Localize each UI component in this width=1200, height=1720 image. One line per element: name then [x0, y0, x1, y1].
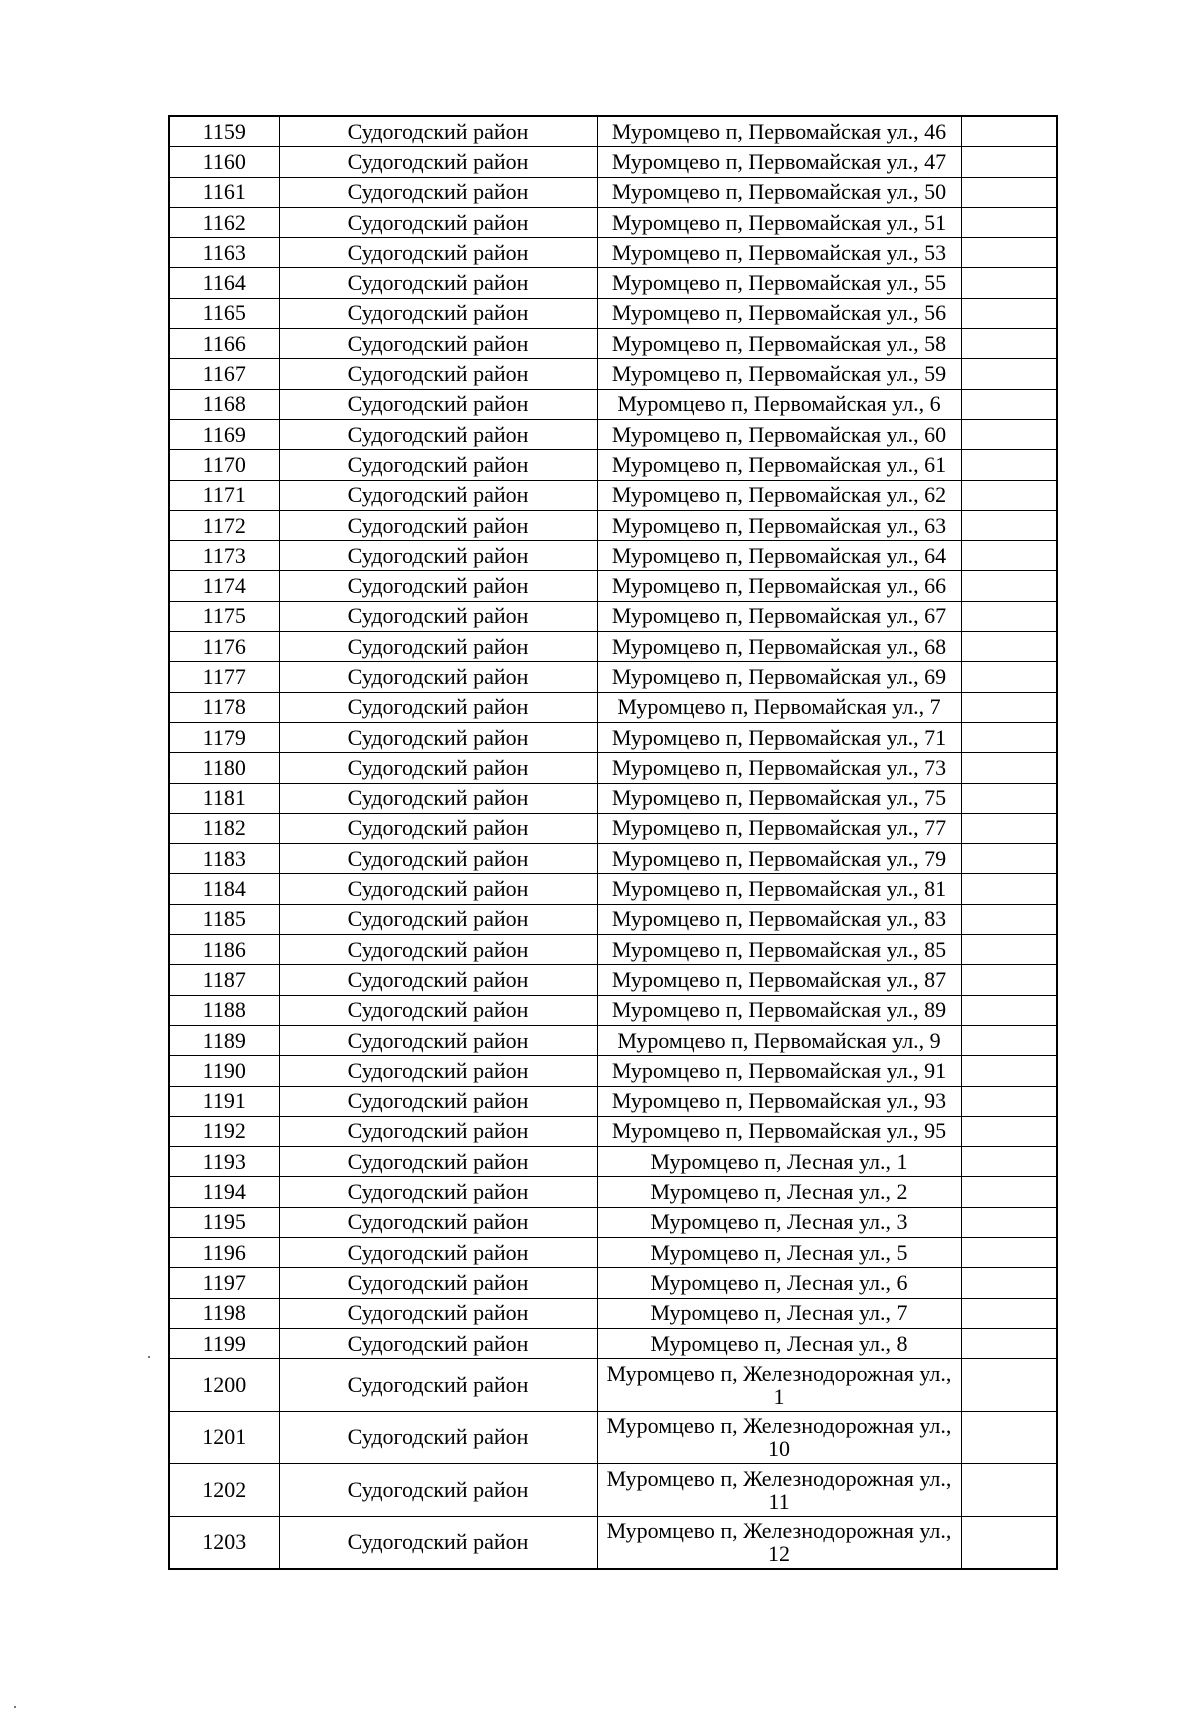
- table-row: [169, 632, 1057, 662]
- district-cell: Судогодский район: [279, 662, 597, 692]
- extra-cell: [961, 1359, 1057, 1412]
- extra-cell: [961, 1086, 1057, 1116]
- address-cell: Муромцево п, Первомайская ул., 73: [597, 753, 961, 783]
- row-number-cell: 1175: [169, 601, 279, 631]
- row-number-cell: 1169: [169, 419, 279, 449]
- district-cell: Судогодский район: [279, 329, 597, 359]
- table-row: [169, 1207, 1057, 1237]
- address-cell: Муромцево п, Лесная ул., 7: [597, 1298, 961, 1328]
- district-cell: Судогодский район: [279, 995, 597, 1025]
- row-number-cell: 1195: [169, 1207, 279, 1237]
- extra-cell: [961, 147, 1057, 177]
- row-number-cell: 1165: [169, 298, 279, 328]
- table-row: [169, 662, 1057, 692]
- extra-cell: [961, 1298, 1057, 1328]
- district-cell: Судогодский район: [279, 601, 597, 631]
- row-number-cell: 1173: [169, 541, 279, 571]
- district-cell: Судогодский район: [279, 1411, 597, 1464]
- address-cell: Муромцево п, Лесная ул., 8: [597, 1328, 961, 1358]
- table-row: [169, 1237, 1057, 1267]
- extra-cell: [961, 1116, 1057, 1146]
- table-row: [169, 753, 1057, 783]
- district-cell: Судогодский район: [279, 1147, 597, 1177]
- row-number-cell: 1162: [169, 207, 279, 237]
- district-cell: Судогодский район: [279, 874, 597, 904]
- table-row: [169, 207, 1057, 237]
- extra-cell: [961, 662, 1057, 692]
- table-row: [169, 722, 1057, 752]
- extra-cell: [961, 783, 1057, 813]
- extra-cell: [961, 268, 1057, 298]
- extra-cell: [961, 995, 1057, 1025]
- extra-cell: [961, 1056, 1057, 1086]
- extra-cell: [961, 753, 1057, 783]
- district-cell: Судогодский район: [279, 480, 597, 510]
- extra-cell: [961, 207, 1057, 237]
- extra-cell: [961, 510, 1057, 540]
- table-row: [169, 1116, 1057, 1146]
- address-cell: Муромцево п, Первомайская ул., 68: [597, 632, 961, 662]
- address-cell: Муромцево п, Первомайская ул., 47: [597, 147, 961, 177]
- address-cell: Муромцево п, Первомайская ул., 69: [597, 662, 961, 692]
- address-cell: Муромцево п, Первомайская ул., 95: [597, 1116, 961, 1146]
- address-cell: Муромцево п, Первомайская ул., 7: [597, 692, 961, 722]
- address-cell: Муромцево п, Первомайская ул., 75: [597, 783, 961, 813]
- row-number-cell: 1168: [169, 389, 279, 419]
- table-row: [169, 268, 1057, 298]
- row-number-cell: 1166: [169, 329, 279, 359]
- address-cell: Муромцево п, Первомайская ул., 87: [597, 965, 961, 995]
- district-cell: Судогодский район: [279, 116, 597, 147]
- table-body: [169, 116, 1057, 1569]
- table-row: [169, 359, 1057, 389]
- address-cell: Муромцево п, Первомайская ул., 55: [597, 268, 961, 298]
- district-cell: Судогодский район: [279, 147, 597, 177]
- table-row: [169, 510, 1057, 540]
- row-number-cell: 1194: [169, 1177, 279, 1207]
- extra-cell: [961, 692, 1057, 722]
- table-row: [169, 147, 1057, 177]
- address-cell: Муромцево п, Первомайская ул., 56: [597, 298, 961, 328]
- extra-cell: [961, 1207, 1057, 1237]
- address-cell: Муромцево п, Первомайская ул., 66: [597, 571, 961, 601]
- address-cell: Муромцево п, Первомайская ул., 85: [597, 935, 961, 965]
- extra-cell: [961, 177, 1057, 207]
- extra-cell: [961, 722, 1057, 752]
- address-cell: Муромцево п, Первомайская ул., 58: [597, 329, 961, 359]
- extra-cell: [961, 844, 1057, 874]
- row-number-cell: 1199: [169, 1328, 279, 1358]
- row-number-cell: 1182: [169, 813, 279, 843]
- row-number-cell: 1189: [169, 1025, 279, 1055]
- table-row: [169, 1328, 1057, 1358]
- address-cell: Муромцево п, Лесная ул., 5: [597, 1237, 961, 1267]
- district-cell: Судогодский район: [279, 632, 597, 662]
- address-cell: Муромцево п, Первомайская ул., 81: [597, 874, 961, 904]
- district-cell: Судогодский район: [279, 1516, 597, 1569]
- district-cell: Судогодский район: [279, 1328, 597, 1358]
- district-cell: Судогодский район: [279, 722, 597, 752]
- scan-speck: [14, 1706, 16, 1708]
- district-cell: Судогодский район: [279, 753, 597, 783]
- table-row: [169, 450, 1057, 480]
- address-cell: Муромцево п, Первомайская ул., 53: [597, 238, 961, 268]
- row-number-cell: 1160: [169, 147, 279, 177]
- row-number-cell: 1171: [169, 480, 279, 510]
- address-cell: Муромцево п, Первомайская ул., 9: [597, 1025, 961, 1055]
- extra-cell: [961, 1328, 1057, 1358]
- extra-cell: [961, 419, 1057, 449]
- district-cell: Судогодский район: [279, 389, 597, 419]
- extra-cell: [961, 1147, 1057, 1177]
- district-cell: Судогодский район: [279, 965, 597, 995]
- address-cell: Муромцево п, Лесная ул., 3: [597, 1207, 961, 1237]
- extra-cell: [961, 935, 1057, 965]
- district-cell: Судогодский район: [279, 1086, 597, 1116]
- extra-cell: [961, 116, 1057, 147]
- table-row: [169, 1147, 1057, 1177]
- table-row: [169, 874, 1057, 904]
- table-row: [169, 1086, 1057, 1116]
- table-row: [169, 844, 1057, 874]
- address-cell: Муромцево п, Первомайская ул., 79: [597, 844, 961, 874]
- district-cell: Судогодский район: [279, 571, 597, 601]
- row-number-cell: 1172: [169, 510, 279, 540]
- row-number-cell: 1161: [169, 177, 279, 207]
- extra-cell: [961, 632, 1057, 662]
- scan-speck: [148, 1356, 150, 1358]
- row-number-cell: 1192: [169, 1116, 279, 1146]
- district-cell: Судогодский район: [279, 177, 597, 207]
- table-row: [169, 995, 1057, 1025]
- extra-cell: [961, 389, 1057, 419]
- table-row: [169, 1056, 1057, 1086]
- address-cell: Муромцево п, Первомайская ул., 59: [597, 359, 961, 389]
- row-number-cell: 1184: [169, 874, 279, 904]
- row-number-cell: 1190: [169, 1056, 279, 1086]
- district-cell: Судогодский район: [279, 450, 597, 480]
- address-cell: Муромцево п, Первомайская ул., 67: [597, 601, 961, 631]
- table-row: [169, 177, 1057, 207]
- row-number-cell: 1163: [169, 238, 279, 268]
- address-cell: Муромцево п, Первомайская ул., 46: [597, 116, 961, 147]
- document-page: [168, 115, 1056, 1570]
- address-cell: Муромцево п, Первомайская ул., 83: [597, 904, 961, 934]
- extra-cell: [961, 450, 1057, 480]
- table-row: [169, 116, 1057, 147]
- address-cell: Муромцево п, Первомайская ул., 60: [597, 419, 961, 449]
- table-row: [169, 1464, 1057, 1517]
- row-number-cell: 1201: [169, 1411, 279, 1464]
- table-row: [169, 1268, 1057, 1298]
- table-row: [169, 904, 1057, 934]
- extra-cell: [961, 541, 1057, 571]
- table-row: [169, 601, 1057, 631]
- row-number-cell: 1198: [169, 1298, 279, 1328]
- row-number-cell: 1167: [169, 359, 279, 389]
- row-number-cell: 1179: [169, 722, 279, 752]
- row-number-cell: 1203: [169, 1516, 279, 1569]
- district-cell: Судогодский район: [279, 298, 597, 328]
- address-cell: Муромцево п, Первомайская ул., 93: [597, 1086, 961, 1116]
- address-cell: Муромцево п, Железнодорожная ул., 11: [597, 1464, 961, 1517]
- table-row: [169, 1411, 1057, 1464]
- table-row: [169, 571, 1057, 601]
- address-cell: Муромцево п, Первомайская ул., 6: [597, 389, 961, 419]
- table-row: [169, 935, 1057, 965]
- address-cell: Муромцево п, Железнодорожная ул., 10: [597, 1411, 961, 1464]
- row-number-cell: 1197: [169, 1268, 279, 1298]
- extra-cell: [961, 1025, 1057, 1055]
- extra-cell: [961, 359, 1057, 389]
- row-number-cell: 1187: [169, 965, 279, 995]
- table-row: [169, 1177, 1057, 1207]
- row-number-cell: 1164: [169, 268, 279, 298]
- extra-cell: [961, 1516, 1057, 1569]
- table-row: [169, 692, 1057, 722]
- address-cell: Муромцево п, Первомайская ул., 71: [597, 722, 961, 752]
- district-cell: Судогодский район: [279, 1464, 597, 1517]
- district-cell: Судогодский район: [279, 783, 597, 813]
- table-row: [169, 1516, 1057, 1569]
- row-number-cell: 1178: [169, 692, 279, 722]
- row-number-cell: 1196: [169, 1237, 279, 1267]
- address-cell: Муромцево п, Первомайская ул., 77: [597, 813, 961, 843]
- district-cell: Судогодский район: [279, 692, 597, 722]
- row-number-cell: 1174: [169, 571, 279, 601]
- row-number-cell: 1186: [169, 935, 279, 965]
- table-row: [169, 419, 1057, 449]
- district-cell: Судогодский район: [279, 268, 597, 298]
- address-cell: Муромцево п, Железнодорожная ул., 1: [597, 1359, 961, 1412]
- district-cell: Судогодский район: [279, 904, 597, 934]
- table-row: [169, 965, 1057, 995]
- district-cell: Судогодский район: [279, 1268, 597, 1298]
- extra-cell: [961, 1464, 1057, 1517]
- table-row: [169, 1025, 1057, 1055]
- extra-cell: [961, 1411, 1057, 1464]
- extra-cell: [961, 329, 1057, 359]
- extra-cell: [961, 813, 1057, 843]
- address-cell: Муромцево п, Лесная ул., 6: [597, 1268, 961, 1298]
- address-cell: Муромцево п, Первомайская ул., 64: [597, 541, 961, 571]
- district-cell: Судогодский район: [279, 813, 597, 843]
- address-cell: Муромцево п, Лесная ул., 1: [597, 1147, 961, 1177]
- table-row: [169, 1298, 1057, 1328]
- district-cell: Судогодский район: [279, 844, 597, 874]
- table-row: [169, 238, 1057, 268]
- address-cell: Муромцево п, Первомайская ул., 51: [597, 207, 961, 237]
- row-number-cell: 1183: [169, 844, 279, 874]
- district-cell: Судогодский район: [279, 1207, 597, 1237]
- address-registry-table: [168, 115, 1058, 1570]
- district-cell: Судогодский район: [279, 1177, 597, 1207]
- row-number-cell: 1159: [169, 116, 279, 147]
- district-cell: Судогодский район: [279, 419, 597, 449]
- table-row: [169, 813, 1057, 843]
- extra-cell: [961, 238, 1057, 268]
- address-cell: Муромцево п, Первомайская ул., 63: [597, 510, 961, 540]
- extra-cell: [961, 965, 1057, 995]
- row-number-cell: 1202: [169, 1464, 279, 1517]
- row-number-cell: 1200: [169, 1359, 279, 1412]
- row-number-cell: 1181: [169, 783, 279, 813]
- address-cell: Муромцево п, Первомайская ул., 50: [597, 177, 961, 207]
- address-cell: Муромцево п, Первомайская ул., 62: [597, 480, 961, 510]
- district-cell: Судогодский район: [279, 207, 597, 237]
- district-cell: Судогодский район: [279, 935, 597, 965]
- extra-cell: [961, 601, 1057, 631]
- row-number-cell: 1177: [169, 662, 279, 692]
- extra-cell: [961, 298, 1057, 328]
- address-cell: Муромцево п, Лесная ул., 2: [597, 1177, 961, 1207]
- district-cell: Судогодский район: [279, 1237, 597, 1267]
- table-row: [169, 389, 1057, 419]
- district-cell: Судогодский район: [279, 1025, 597, 1055]
- table-row: [169, 298, 1057, 328]
- extra-cell: [961, 480, 1057, 510]
- extra-cell: [961, 874, 1057, 904]
- district-cell: Судогодский район: [279, 1116, 597, 1146]
- district-cell: Судогодский район: [279, 1359, 597, 1412]
- table-row: [169, 1359, 1057, 1412]
- district-cell: Судогодский район: [279, 359, 597, 389]
- extra-cell: [961, 904, 1057, 934]
- table-row: [169, 541, 1057, 571]
- district-cell: Судогодский район: [279, 1298, 597, 1328]
- row-number-cell: 1188: [169, 995, 279, 1025]
- address-cell: Муромцево п, Первомайская ул., 89: [597, 995, 961, 1025]
- row-number-cell: 1185: [169, 904, 279, 934]
- district-cell: Судогодский район: [279, 238, 597, 268]
- extra-cell: [961, 1268, 1057, 1298]
- row-number-cell: 1180: [169, 753, 279, 783]
- district-cell: Судогодский район: [279, 541, 597, 571]
- address-cell: Муромцево п, Первомайская ул., 61: [597, 450, 961, 480]
- address-cell: Муромцево п, Первомайская ул., 91: [597, 1056, 961, 1086]
- row-number-cell: 1176: [169, 632, 279, 662]
- extra-cell: [961, 571, 1057, 601]
- row-number-cell: 1193: [169, 1147, 279, 1177]
- address-cell: Муромцево п, Железнодорожная ул., 12: [597, 1516, 961, 1569]
- row-number-cell: 1170: [169, 450, 279, 480]
- table-row: [169, 783, 1057, 813]
- table-row: [169, 329, 1057, 359]
- extra-cell: [961, 1177, 1057, 1207]
- extra-cell: [961, 1237, 1057, 1267]
- district-cell: Судогодский район: [279, 1056, 597, 1086]
- district-cell: Судогодский район: [279, 510, 597, 540]
- table-row: [169, 480, 1057, 510]
- row-number-cell: 1191: [169, 1086, 279, 1116]
